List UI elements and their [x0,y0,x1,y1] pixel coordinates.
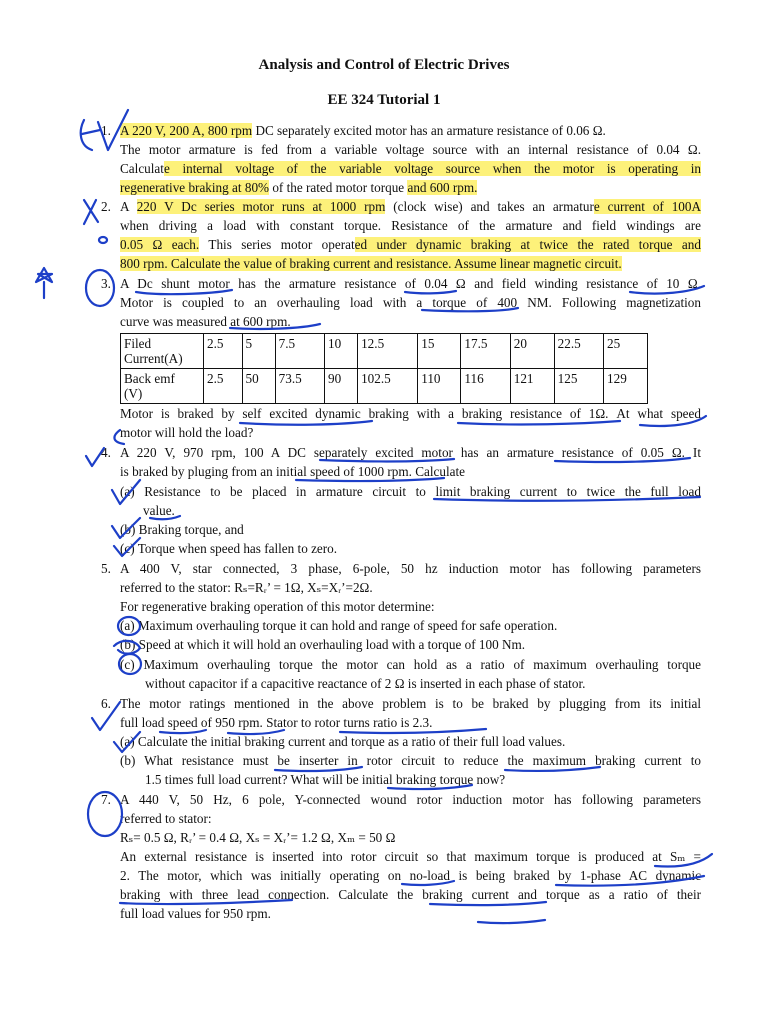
q6-number: 6. [101,696,111,711]
table-cell: 7.5 [275,334,324,369]
row-label-field-current: Filed Current(A) [121,334,204,369]
q1-highlight-calc: e internal voltage of the variable voltage source when the motor is operating in [163,161,701,176]
table-row-field-current [121,334,648,369]
table-cell: 10 [324,334,357,369]
q5-part-b: (b) Speed at which it will hold an overhauling load with a torque of 100 Nm. [120,637,526,652]
document-title: Analysis and Control of Electric Drives [258,57,510,73]
q4-part-c: (c) Torque when speed has fallen to zero. [120,541,338,556]
table-row-back-emf [121,369,648,404]
q7-line-3: Rₛ= 0.5 Ω, Rᵣ’ = 0.4 Ω, Xₛ = Xᵣ’= 1.2 Ω, Xₘ = 50 Ω [120,830,396,845]
q3-number: 3. [101,276,111,291]
table-cell: 25 [604,334,648,369]
table-cell: 2.5 [204,369,243,404]
q3-line-4: Motor is braked by self excited dynamic braking with a braking resistance of 1Ω. At what speed [120,406,701,421]
q7-line-2: referred to stator: [120,811,212,826]
q4-part-a: (a) Resistance to be placed in armature circuit to limit braking current to twice the full load [120,484,701,499]
q3-star-icon [36,268,52,298]
q1-line-4: regenerative braking at 80% of the rated motor torque and 600 rpm. [120,180,478,195]
q7-line-4: An external resistance is inserted into rotor circuit so that maximum torque is produced at Sₘ = [120,849,701,864]
q2-line-2: when driving a load with constant torque. Resistance of the armature and field windings are [120,218,701,233]
q1-highlight-speed: and 600 rpm. [407,180,478,195]
q5-line-3: For regenerative braking operation of this motor determine: [120,599,435,614]
table-cell: 15 [418,334,461,369]
q5-line-1: A 400 V, star connected, 3 phase, 6-pole, 50 hz induction motor has following parameters [120,561,701,576]
table-cell: 110 [418,369,461,404]
q6-part-b: (b) What resistance must be inserter in rotor circuit to reduce the maximum braking current to [120,753,701,768]
q4-line-1: A 220 V, 970 rpm, 100 A DC separately excited motor has an armature resistance of 0.05 Ω. It [120,445,701,460]
q1-margin-scribble [81,120,100,150]
q6-line-1: The motor ratings mentioned in the above problem is to be braked by plugging from its initial [120,696,701,711]
q7-underline-trailing [478,920,545,923]
q2-highlight-resistance: 0.05 Ω each. [120,237,200,252]
q1-highlight-regen: regenerative braking at 80% [120,180,270,195]
table-cell: 5 [242,334,275,369]
table-cell: 12.5 [358,334,418,369]
table-cell: 73.5 [275,369,324,404]
q1-highlight-rating: A 220 V, 200 A, 800 rpm [120,123,253,138]
q2-highlight-calc: 800 rpm. Calculate the value of braking current and resistance. Assume linear magnetic circuit. [120,256,622,271]
q4-line-2: is braked by pluging from an initial speed of 1000 rpm. Calculate [120,464,465,479]
q2-margin-cross [84,200,98,224]
q4-part-b: (b) Braking torque, and [120,522,244,537]
table-cell: 17.5 [461,334,510,369]
q5-line-2: referred to the stator: Rₛ=Rᵣ’ = 1Ω, Xₛ=Xᵣ’=2Ω. [120,580,373,595]
q6-line-2: full load speed of 950 rpm. Stator to rotor turns ratio is 2.3. [120,715,433,730]
q7-line-5: 2. The motor, which was initially operating on no-load is being braked by 1-phase AC dynamic [120,868,701,883]
table-cell: 125 [554,369,603,404]
q7-number: 7. [101,792,111,807]
table-cell: 129 [604,369,648,404]
table-cell: 20 [510,334,554,369]
q6-part-b-cont: 1.5 times full load current? What will be initial braking torque now? [145,772,506,787]
tutorial-title: EE 324 Tutorial 1 [327,92,441,108]
table-cell: 121 [510,369,554,404]
table-cell: 2.5 [204,334,243,369]
table-cell: 50 [242,369,275,404]
q2-line-1: A 220 V Dc series motor runs at 1000 rpm (clock wise) and takes an armature current of 100A [120,199,701,214]
q4-part-a-cont: value. [143,503,175,518]
q5-part-a: (a) Maximum overhauling torque it can hold and range of speed for safe operation. [120,618,558,633]
table-cell: 90 [324,369,357,404]
q2-line-4 [120,256,622,272]
q2-line-3: 0.05 Ω each. This series motor operated under dynamic braking at twice the rated torque and [120,237,701,252]
q3-line-2: Motor is coupled to an overhauling load with a torque of 400 NM. Following magnetization [120,295,701,310]
q1-line-1: A 220 V, 200 A, 800 rpm DC separately excited motor has an armature resistance of 0.06 Ω. [120,123,606,138]
table-cell: 22.5 [554,334,603,369]
q3-line-3: curve was measured at 600 rpm. [120,314,291,329]
row-label-back-emf: Back emf (V) [121,369,204,404]
q2-highlight-rating: 220 V Dc series motor runs at 1000 rpm [136,199,386,214]
q1-line-3: Calculate internal voltage of the variable voltage source when the motor is operating in [120,161,701,176]
q5-number: 5. [101,561,111,576]
q2-highlight-braking: ed under dynamic braking at twice the rated torque and [354,237,701,252]
q3-line-1: A Dc shunt motor has the armature resistance of 0.04 Ω and field winding resistance of 10 Ω. [120,276,701,291]
q7-line-7: full load values for 950 rpm. [120,906,271,921]
q7-line-6: braking with three lead connection. Calculate the braking current and torque as a ratio of their [120,887,701,902]
q7-line-1: A 440 V, 50 Hz, 6 pole, Y-connected wound rotor induction motor has following parameters [120,792,701,807]
q2-number: 2. [101,199,111,214]
q2-highlight-current: e current of 100A [593,199,701,214]
q2-margin-dot [99,237,107,243]
q6-part-a: (a) Calculate the initial braking current and torque as a ratio of their full load values. [120,734,566,749]
q3-line-5: motor will hold the load? [120,425,254,440]
q1-number: 1. [101,123,111,138]
table-cell: 102.5 [358,369,418,404]
table-cell: 116 [461,369,510,404]
q4-number: 4. [101,445,111,460]
q1-line-2: The motor armature is fed from a variable voltage source with an internal resistance of 0.04 Ω. [120,142,701,157]
q5-part-c: (c) Maximum overhauling torque the motor can hold as a ratio of maximum overhauling torque [120,657,701,672]
q5-part-c-cont: without capacitor if a capacitive reactance of 2 Ω is inserted in each phase of stator. [145,676,586,691]
magnetization-table [120,333,648,404]
